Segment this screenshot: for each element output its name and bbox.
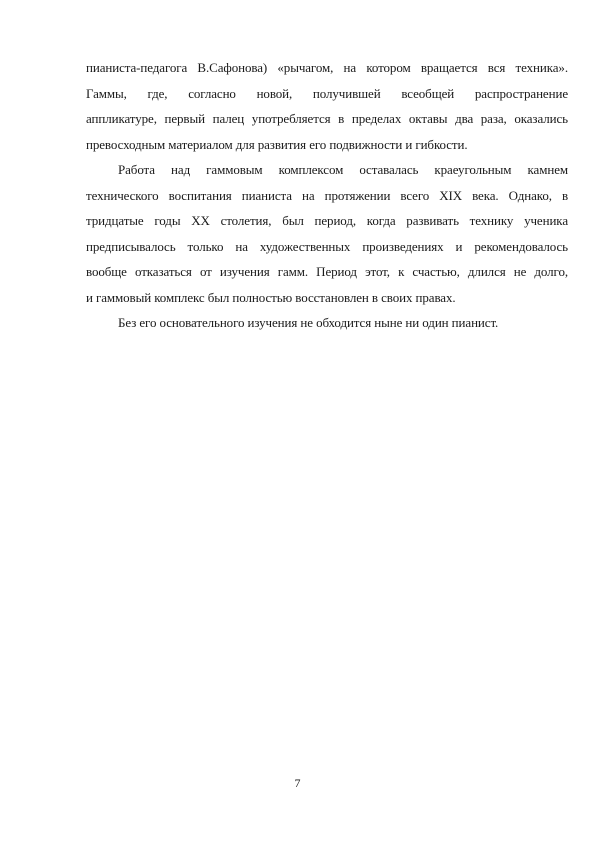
page-number: 7	[294, 776, 301, 790]
text-line: технического воспитания пианиста на протяжении всего XIX века. Однако, в	[86, 187, 568, 203]
text-line: Без его основательного изучения не обходится ныне ни один пианист.	[118, 315, 499, 330]
body-text	[86, 55, 568, 336]
text-line: вообще отказаться от изучения гамм. Период этот, к счастью, длился не долго,	[86, 264, 568, 279]
text-line: и гаммовый комплекс был полностью восстановлен в своих правах.	[86, 289, 456, 305]
text-line: аппликатуре, первый палец употребляется в пределах октавы два раза, оказались	[86, 111, 568, 126]
text-line: Гаммы, где, согласно новой, получившей всеобщей распространение	[86, 85, 568, 101]
text-line: превосходным материалом для развития его подвижности и гибкости.	[86, 136, 468, 152]
text-line: Работа над гаммовым комплексом оставалась краеугольным камнем	[118, 162, 568, 177]
text-line: тридцатые годы XX столетия, был период, когда развивать технику ученика	[86, 213, 568, 228]
text-line: предписывалось только на художественных произведениях и рекомендовалось	[86, 238, 568, 254]
text-line: пианиста-педагога В.Сафонова) «рычагом, на котором вращается вся техника».	[86, 60, 568, 75]
